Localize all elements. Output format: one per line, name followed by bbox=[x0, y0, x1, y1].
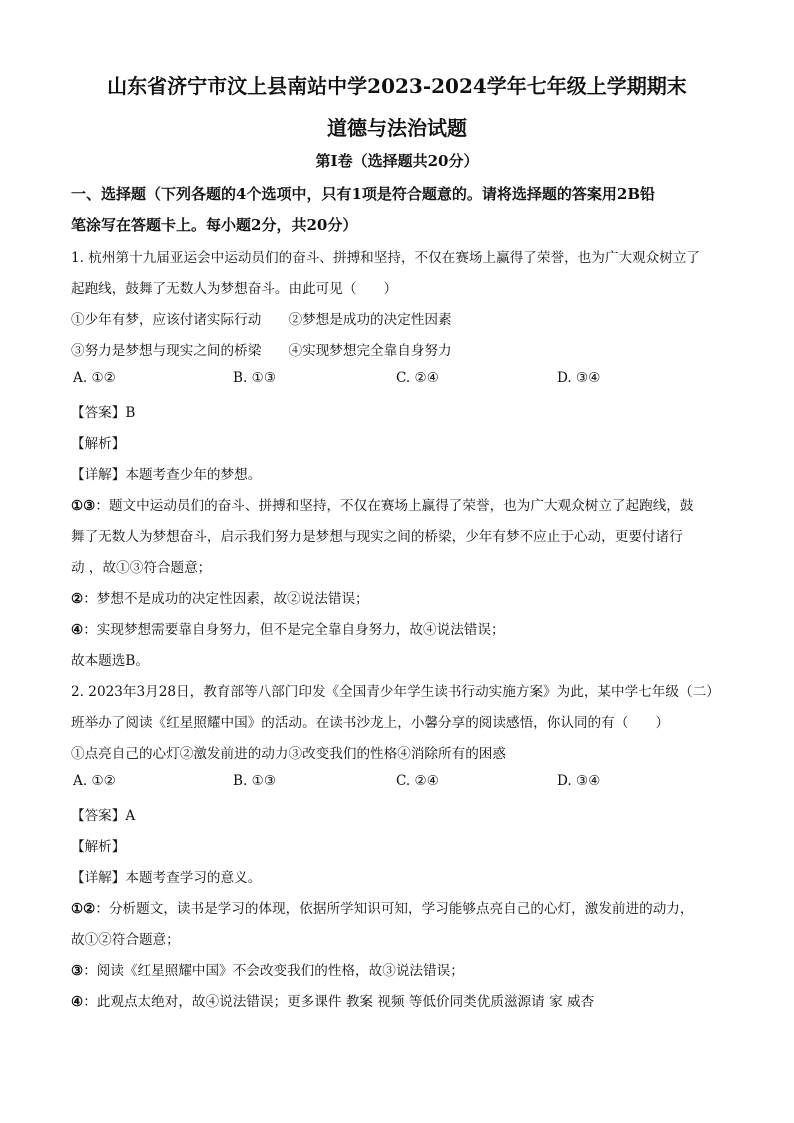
q1-analysis-label: 【解析】 bbox=[71, 436, 126, 452]
q1-statements-line2: ③努力是梦想与现实之间的桥梁 ④实现梦想完全靠自身努力 bbox=[71, 343, 452, 359]
q2-exp1-mark: ①② bbox=[71, 901, 96, 917]
q1-explanation-2 bbox=[71, 587, 369, 607]
section-title: 第Ⅰ卷（选择题共20分） bbox=[315, 152, 479, 170]
q2-exp2-text: ：阅读《红星照耀中国》不会改变我们的性格，故③说法错误； bbox=[83, 963, 464, 979]
q2-option-d: D. ③④ bbox=[557, 773, 601, 789]
q1-conclusion: 故本题选B。 bbox=[71, 653, 149, 669]
q2-explanation-1 bbox=[71, 897, 694, 917]
q2-statements-line1: ①点亮自己的心灯②激发前进的动力③改变我们的性格④消除所有的困惑 bbox=[71, 746, 506, 762]
q1-explanation-1-end: 动 ，故①③符合题意； bbox=[71, 560, 212, 576]
q2-option-a: A. ①② bbox=[73, 773, 116, 789]
q2-exp2-mark: ③ bbox=[71, 963, 84, 979]
q1-option-b: B. ①③ bbox=[233, 370, 277, 386]
q1-explanation-1-cont: 舞了无数人为梦想奋斗，启示我们努力是梦想与现实之间的桥梁，少年有梦不应止于心动，更要付诸行 bbox=[71, 529, 683, 545]
q2-exp3-mark: ④ bbox=[71, 994, 84, 1010]
q1-option-c: C. ②④ bbox=[396, 370, 439, 386]
q1-option-a: A. ①② bbox=[73, 370, 116, 386]
q2-explanation-3 bbox=[71, 990, 594, 1010]
q2-exp3-text: ：此观点太绝对，故④说法错误；更多课件 教案 视频 等低价同类优质滋源请 家 威杏 bbox=[83, 994, 595, 1010]
document-title-line1: 山东省济宁市汶上县南站中学2023-2024学年七年级上学期期末 bbox=[107, 74, 687, 98]
q2-detail: 【详解】本题考查学习的意义。 bbox=[71, 870, 262, 886]
q2-stem-line2: 班举办了阅读《红星照耀中国》的活动。在读书沙龙上，小馨分享的阅读感悟，你认同的有（ ） bbox=[71, 715, 670, 731]
q1-exp1-mark: ①③ bbox=[71, 498, 96, 514]
q2-stem-line1: 2. 2023年3月28日，教育部等八部门印发《全国青少年学生读书行动实施方案》为此，某中学七年级（二） bbox=[71, 684, 720, 700]
q1-exp2-mark: ② bbox=[71, 591, 84, 607]
q1-exp2-text: ：梦想不是成功的决定性因素，故②说法错误； bbox=[83, 591, 369, 607]
q2-option-c: C. ②④ bbox=[396, 773, 439, 789]
instructions-line1: 一、选择题（下列各题的4个选项中，只有1项是符合题意的。请将选择题的答案用2B铅 bbox=[71, 185, 655, 203]
q1-detail: 【详解】本题考查少年的梦想。 bbox=[71, 467, 262, 483]
q1-exp3-mark: ④ bbox=[71, 622, 84, 638]
q2-explanation-2 bbox=[71, 959, 464, 979]
q1-statements-line1: ①少年有梦，应该付诸实际行动 ②梦想是成功的决定性因素 bbox=[71, 312, 452, 328]
q2-analysis-label: 【解析】 bbox=[71, 839, 126, 855]
q1-explanation-3 bbox=[71, 618, 505, 638]
q2-explanation-1-end: 故①②符合题意； bbox=[71, 932, 180, 948]
q1-exp1-text: ：题文中运动员们的奋斗、拼搏和坚持，不仅在赛场上赢得了荣誉，也为广大观众树立了起跑线，鼓 bbox=[95, 498, 694, 514]
q1-explanation-1 bbox=[71, 494, 694, 514]
q2-option-b: B. ①③ bbox=[233, 773, 277, 789]
q1-answer: 【答案】B bbox=[71, 405, 136, 421]
q2-answer: 【答案】A bbox=[71, 808, 136, 824]
document-title-line2: 道德与法治试题 bbox=[327, 116, 467, 140]
q1-stem-line1: 1. 杭州第十九届亚运会中运动员们的奋斗、拼搏和坚持，不仅在赛场上赢得了荣誉，也为广大观众树立了 bbox=[71, 250, 701, 266]
q2-exp1-text: ：分析题文，读书是学习的体现，依据所学知识可知，学习能够点亮自己的心灯，激发前进的动力， bbox=[95, 901, 694, 917]
q1-stem-line2: 起跑线，鼓舞了无数人为梦想奋斗。由此可见（ ） bbox=[71, 281, 398, 297]
instructions-line2: 笔涂写在答题卡上。每小题2分，共20分） bbox=[71, 216, 358, 234]
q1-exp3-text: ：实现梦想需要靠自身努力，但不是完全靠自身努力，故④说法错误； bbox=[83, 622, 505, 638]
q1-option-d: D. ③④ bbox=[557, 370, 601, 386]
